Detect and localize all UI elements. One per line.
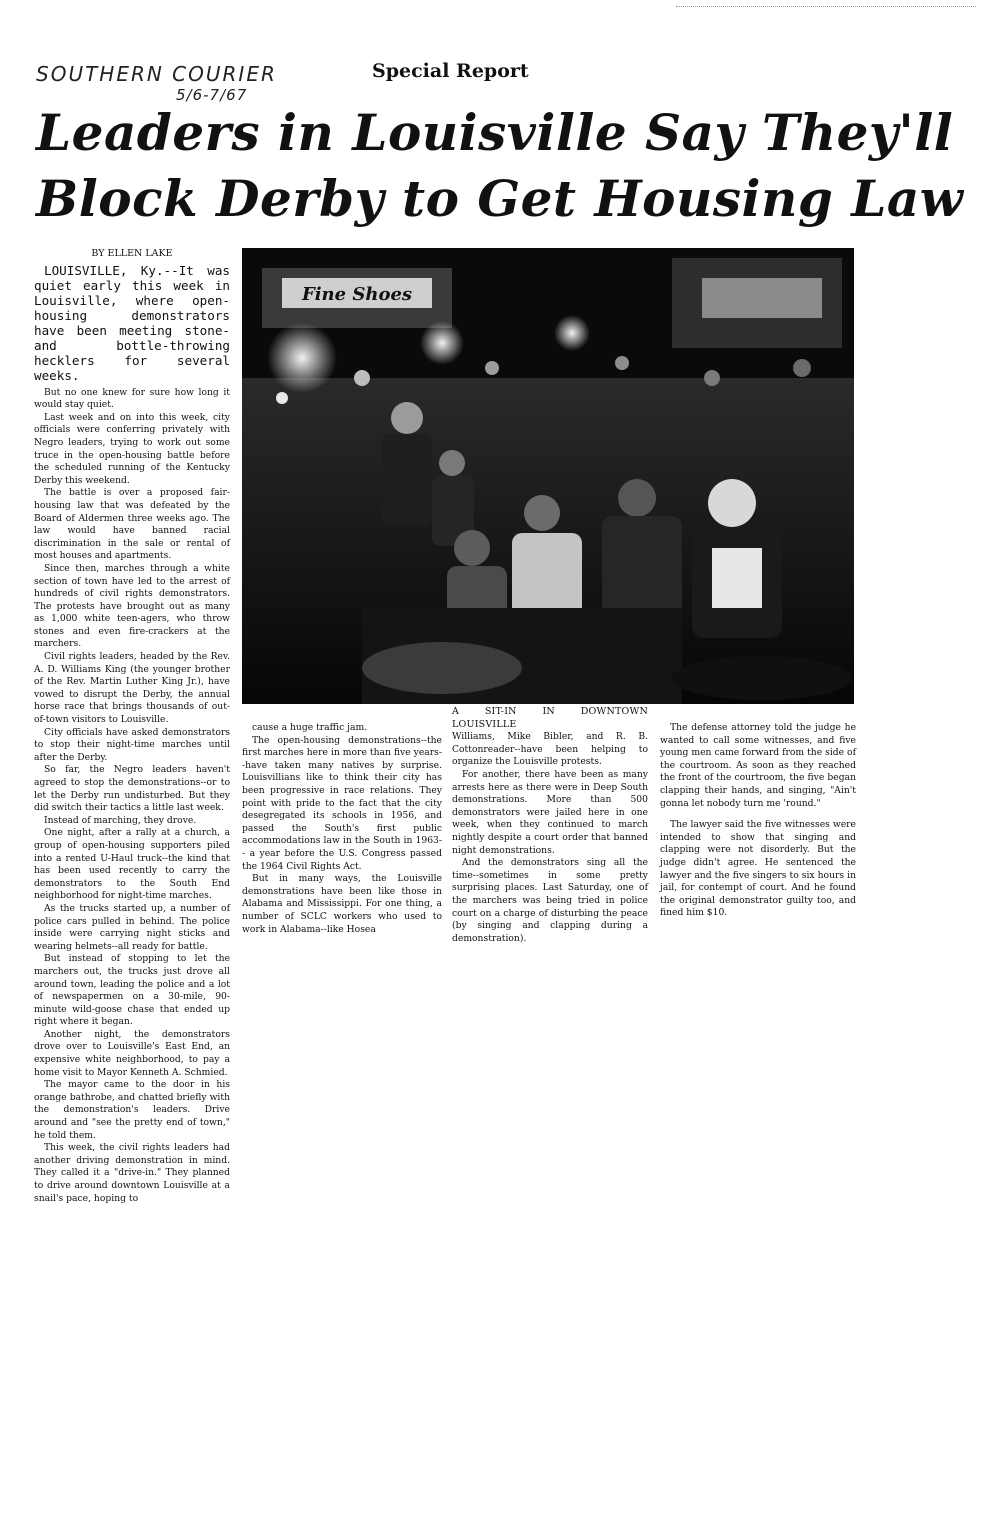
column-2-paragraph: But in many ways, the Louisville demonstrations have been like those in Alabama and Mississippi. For one thing, a number of SCLC workers who used to work in Alabama--like Hosea	[242, 873, 442, 935]
article-column-3	[452, 706, 648, 945]
column-1-paragraph: Since then, marches through a white section of town have led to the arrest of hundreds of civil rights demonstrators. The protests have brought out as many as 1,000 white teen-agers, who throw stones and even fire-crackers at the marchers.	[34, 562, 230, 650]
column-1-paragraph: So far, the Negro leaders haven't agreed to stop the demonstrations--or to let the Derby run undisturbed. But they did switch their tactics a little last week.	[34, 764, 230, 814]
column-1-paragraph: But instead of stopping to let the marchers out, the trucks just drove all around town, leading the police and a lot of newspapermen on a 30-mile, 90-minute wild-goose chase that ended up right where it began.	[34, 953, 230, 1028]
column-1-paragraph: Last week and on into this week, city officials were conferring privately with Negro leaders, trying to work out some truce in the open-housing battle before the scheduled running of the Kentucky Derby this weekend.	[34, 411, 230, 486]
handwritten-paper-name: SOUTHERN COURIER	[36, 62, 277, 86]
handwritten-date: 5/6-7/67	[176, 86, 248, 104]
byline: BY ELLEN LAKE	[91, 248, 173, 259]
article-column-2	[242, 722, 442, 936]
photo-illustration	[242, 248, 854, 704]
headline-line-1: Leaders in Louisville Say They'll	[36, 103, 954, 162]
column-1-paragraph: Instead of marching, they drove.	[44, 814, 197, 826]
section-label: Special Report	[372, 60, 529, 82]
column-1-paragraph: One night, after a rally at a church, a group of open-housing supporters piled into a rented U-Haul truck--the kind that has been used recently to carry the demonstrators to the South End neighborhood for night-time marches.	[34, 827, 230, 902]
column-3-body	[452, 769, 648, 945]
article-column-4	[660, 722, 856, 929]
column-1-paragraph: The battle is over a proposed fair-housing law that was defeated by the Board of Aldermen three weeks ago. The law would have banned racial discrimination in the sale or rental of most houses and apartments.	[34, 487, 230, 562]
column-2-paragraph: The open-housing demonstrations--the first marches here in more than five years--have taken many natives by surprise. Louisvillians like to think their city has been progressive in race relations. They point with pride to the fact that the city desegregated its schools in 1956, and passed the South's first public accommodations law in the South in 1963-- a year before the U.S. Congress passed the 1964 Civil Rights Act.	[242, 734, 442, 872]
lede-paragraph: LOUISVILLE, Ky.--It was quiet early this week in Louisville, where open-housing demonstrators have been meeting stone- and bottle-throwing hecklers for several weeks.	[34, 262, 230, 383]
column-3-paragraph: For another, there have been as many arrests here as there were in Deep South demonstrations. More than 500 demonstrators were jailed here in one week, when they continued to march nightly despite a court order that banned night demonstrations.	[452, 768, 648, 856]
column-2-paragraph: cause a huge traffic jam.	[252, 722, 368, 733]
column-1-paragraph: Another night, the demonstrators drove over to Louisville's East End, an expensive white neighborhood, to pay a home visit to Mayor Kenneth A. Schmied.	[34, 1028, 230, 1078]
photo-caption-heading: A SIT-IN IN DOWNTOWN LOUISVILLE	[452, 706, 648, 730]
column-1-paragraph: Civil rights leaders, headed by the Rev. A. D. Williams King (the younger brother of the Rev. Martin Luther King Jr.), have vowed to disrupt the Derby, the annual horse race that brings thousands of out-of-town visitors to Louisville.	[34, 651, 230, 726]
column-4-paragraph: The lawyer said the five witnesses were intended to show that singing and clapping were not disorderly. But the judge didn't agree. He sentenced the lawyer and the five singers to six hours in jail, for contempt of court. And he found the original demonstrator guilty too, and fined him $10.	[660, 819, 856, 919]
article-column-1	[34, 248, 230, 1205]
photo-caption-text: Williams, Mike Bibler, and R. B. Cottonreader--have been helping to organize the Louisville protests.	[452, 731, 648, 768]
column-1-paragraph: As the trucks started up, a number of police cars pulled in behind. The police inside were carrying night sticks and wearing helmets--all ready for battle.	[34, 902, 230, 952]
column-1-paragraph: But no one knew for sure how long it would stay quiet.	[34, 386, 230, 411]
top-dotted-rule	[676, 6, 976, 8]
column-1-paragraph: The mayor came to the door in his orange bathrobe, and chatted briefly with the demonstration's leaders. Drive around and "see the pretty end of town," he told them.	[34, 1079, 230, 1141]
column-3-paragraph: And the demonstrators sing all the time--sometimes in some pretty surprising places. Last Saturday, one of the marchers was being tried in police court on a charge of disturbing the peace (by singing and clapping during a demonstration).	[452, 857, 648, 944]
column-4-paragraph: The defense attorney told the judge he wanted to call some witnesses, and five young men came forward from the side of the courtroom. As soon as they reached the front of the courtroom, the five began clapping their hands, and singing, "Ain't gonna let nobody turn me 'round."	[660, 722, 856, 809]
storefront-sign-text: Fine Shoes	[301, 284, 413, 305]
column-1-paragraph: City officials have asked demonstrators to stop their night-time marches until after the Derby.	[34, 726, 230, 763]
headline-line-2: Block Derby to Get Housing Law	[36, 169, 964, 228]
column-1-paragraph: This week, the civil rights leaders had another driving demonstration in mind. They called it a "drive-in." They planned to drive around downtown Louisville at a snail's pace, hoping to	[34, 1142, 230, 1204]
column-1-body	[34, 387, 230, 1206]
news-photo-sit-in	[242, 248, 854, 704]
